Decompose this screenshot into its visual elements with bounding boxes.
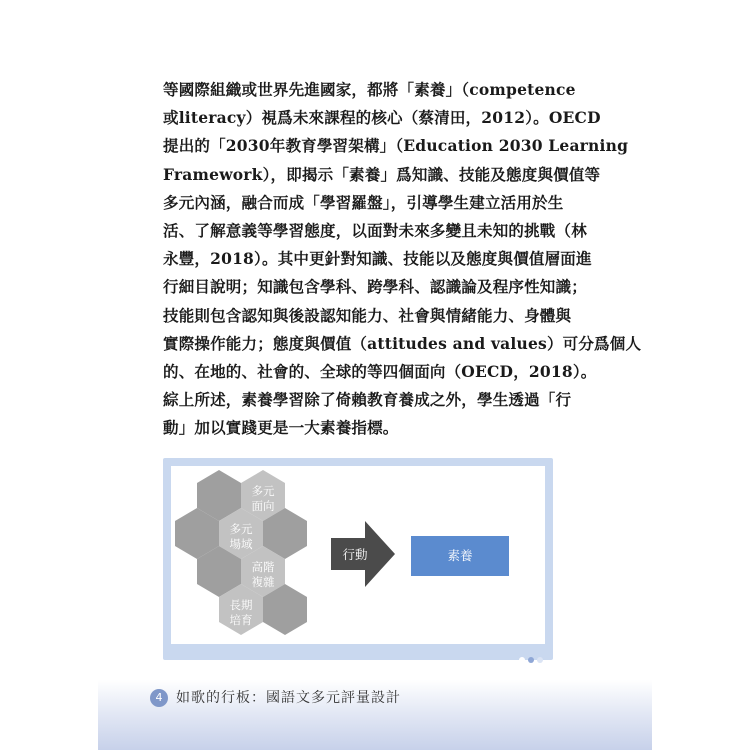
body-line: Framework），即揭示「素養」爲知識、技能及態度與價值等 [163, 164, 601, 184]
body-text [163, 76, 642, 442]
carousel-dots [516, 648, 543, 656]
body-line: 實際操作能力；態度與價值（attitudes and values）可分爲個人 [163, 333, 642, 353]
body-line: 或literacy）視爲未來課程的核心（蔡清田，2012）。OECD [163, 108, 601, 128]
hex-label-bottom-2: 培育 [229, 613, 253, 627]
body-line: 多元內涵，融合而成「學習羅盤」，引導學生建立活用於生 [163, 192, 564, 212]
page-number-badge: 4 [150, 689, 168, 707]
hex-cluster [175, 470, 307, 635]
carousel-dot [519, 657, 525, 663]
arrow-label: 行動 [342, 547, 368, 562]
body-line: 動」加以實踐更是一大素養指標。 [163, 418, 399, 438]
body-line: 永豐，2018）。其中更針對知識、技能以及態度與價值層面進 [163, 249, 592, 269]
running-footer-title: 如歌的行板：國語文多元評量設計 [176, 690, 401, 706]
hex-label-upper-left-1: 多元 [229, 522, 253, 536]
hex-label-top-2: 面向 [251, 499, 275, 513]
body-line: 技能則包含認知與後設認知能力、社會與情緒能力、身體與 [163, 305, 572, 325]
hex-label-upper-left-2: 場域 [229, 537, 253, 551]
figure-canvas [171, 466, 545, 644]
concept-diagram [171, 466, 545, 644]
hex-label-top-1: 多元 [251, 484, 275, 498]
hex-label-center-1: 高階 [251, 560, 275, 574]
body-line: 行細目說明；知識包含學科、跨學科、認識論及程序性知識； [163, 277, 587, 297]
hex-label-bottom-1: 長期 [229, 598, 253, 612]
body-line: 等國際組織或世界先進國家，都將「素養」（competence [163, 80, 576, 99]
hex-label-center-2: 複雜 [251, 575, 275, 589]
body-line: 提出的「2030年教育學習架構」（Education 2030 Learning [163, 136, 629, 156]
carousel-dot [528, 657, 534, 663]
body-line: 綜上所述，素養學習除了倚賴教育養成之外，學生透過「行 [163, 390, 572, 410]
carousel-dot [537, 657, 543, 663]
body-line: 的、在地的、社會的、全球的等四個面向（OECD，2018）。 [163, 361, 597, 381]
body-line: 活、了解意義等學習態度，以面對未來多變且未知的挑戰（林 [163, 220, 587, 240]
figure-frame [163, 458, 553, 660]
result-label: 素養 [447, 548, 473, 563]
